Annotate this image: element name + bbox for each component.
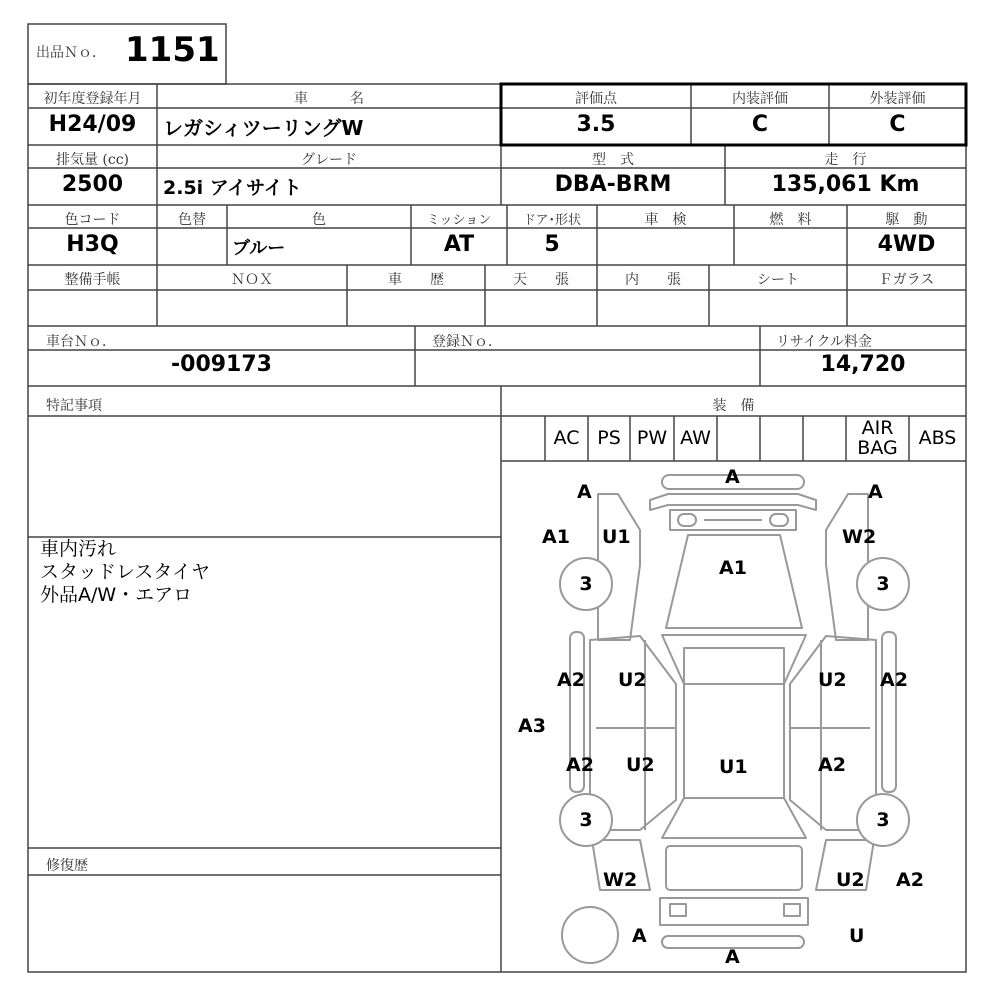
lot-label: 出品Ｎｏ． xyxy=(36,45,106,61)
recycle-label: リサイクル料金 xyxy=(776,334,873,350)
damage-left-rear-door-1: A2 xyxy=(566,754,594,776)
nox-label: ＮＯＸ xyxy=(231,272,273,288)
inspection-label: 車 検 xyxy=(644,212,687,228)
mileage-label: 走 行 xyxy=(824,152,867,168)
equipment-airbag: AIR BAG xyxy=(857,417,898,459)
equipment-pw: PW xyxy=(636,427,668,449)
damage-right-rear-door: A2 xyxy=(818,754,846,776)
fuel-label: 燃 料 xyxy=(769,212,812,228)
damage-right-front-door-1: U2 xyxy=(818,669,847,691)
mission-label: ミッション xyxy=(426,213,492,228)
interior-trim-label: 内 張 xyxy=(625,272,681,288)
damage-front-left-corner: A xyxy=(577,481,592,503)
seat-label: シート xyxy=(757,272,799,288)
damage-left-front-fender-2: U1 xyxy=(602,526,631,548)
car-name-label: 車 名 xyxy=(294,91,364,107)
grade-value: 2.5i アイサイト xyxy=(163,177,302,199)
damage-front-right-corner: A xyxy=(868,481,883,503)
damage-hood: A1 xyxy=(719,557,747,579)
model-value: DBA-BRM xyxy=(554,172,672,197)
displacement-value: 2500 xyxy=(61,172,124,197)
damage-right-front-fender: W2 xyxy=(842,526,877,548)
damage-front-bumper: A xyxy=(725,466,740,488)
damage-rear-right: U xyxy=(849,925,865,947)
damage-left-sill: A3 xyxy=(518,715,546,737)
color-value: ブルー xyxy=(232,238,286,259)
chassis-label: 車台Ｎｏ． xyxy=(46,334,116,350)
color-change-label: 色替 xyxy=(178,212,206,228)
interior-label: 内装評価 xyxy=(732,91,788,107)
damage-rear-left: A xyxy=(632,925,647,947)
damage-roof: U1 xyxy=(719,756,748,778)
damage-right-rear-quarter-2: A2 xyxy=(896,869,924,891)
model-label: 型 式 xyxy=(592,152,634,168)
note-line-3: 外品A/W・エアロ xyxy=(40,584,193,606)
displacement-label: 排気量 (cc) xyxy=(55,152,130,168)
reg-year-label: 初年度登録年月 xyxy=(43,91,142,107)
maintenance-label: 整備手帳 xyxy=(64,272,121,288)
damage-left-front-fender-1: A1 xyxy=(542,526,570,548)
damage-right-rear-quarter-1: U2 xyxy=(836,869,865,891)
equipment-label: 装 備 xyxy=(712,398,755,414)
exterior-value: C xyxy=(889,112,906,137)
note-line-1: 車内汚れ xyxy=(40,538,117,560)
damage-left-rear-quarter: W2 xyxy=(603,869,638,891)
color-code-value: H3Q xyxy=(66,232,119,257)
damage-left-front-door-1: A2 xyxy=(557,669,585,691)
equipment-ac: AC xyxy=(553,427,580,449)
damage-left-rear-door-2: U2 xyxy=(626,754,655,776)
reg-year-value: H24/09 xyxy=(48,112,137,137)
recycle-value: 14,720 xyxy=(820,352,906,377)
damage-right-front-door-2: A2 xyxy=(880,669,908,691)
equipment-ps: PS xyxy=(597,427,621,449)
note-line-2: スタッドレスタイヤ xyxy=(40,561,211,583)
score-value: 3.5 xyxy=(576,112,616,137)
tire-front-left: 3 xyxy=(559,557,613,611)
color-label: 色 xyxy=(312,212,326,228)
tire-front-right: 3 xyxy=(856,557,910,611)
chassis-value: -009173 xyxy=(171,352,272,377)
damage-rear-bumper: A xyxy=(725,946,740,968)
repair-label: 修復歴 xyxy=(46,858,88,874)
color-code-label: 色コード xyxy=(64,212,121,228)
drive-value: 4WD xyxy=(877,232,936,257)
equipment-abs: ABS xyxy=(918,427,957,449)
drive-label: 駆 動 xyxy=(885,212,928,228)
tire-rear-right: 3 xyxy=(856,793,910,847)
score-label: 評価点 xyxy=(575,91,617,107)
tire-rear-left: 3 xyxy=(559,793,613,847)
exterior-label: 外装評価 xyxy=(869,91,926,107)
ceiling-label: 天 張 xyxy=(513,272,569,288)
mileage-value: 135,061 Km xyxy=(771,172,920,197)
damage-left-front-door-2: U2 xyxy=(618,669,647,691)
notes-label: 特記事項 xyxy=(46,398,102,414)
car-name-value: レガシィツーリングW xyxy=(163,116,364,140)
doors-value: 5 xyxy=(544,232,560,257)
grade-label: グレード xyxy=(301,152,357,168)
equipment-aw: AW xyxy=(680,427,711,449)
registration-label: 登録Ｎｏ． xyxy=(432,334,502,350)
glass-label: Ｆガラス xyxy=(878,272,935,288)
history-label: 車 歴 xyxy=(388,272,444,288)
doors-label: ドア･形状 xyxy=(522,213,582,228)
interior-value: C xyxy=(751,112,769,137)
mission-value: AT xyxy=(443,232,475,257)
lot-number: 1151 xyxy=(125,30,220,70)
